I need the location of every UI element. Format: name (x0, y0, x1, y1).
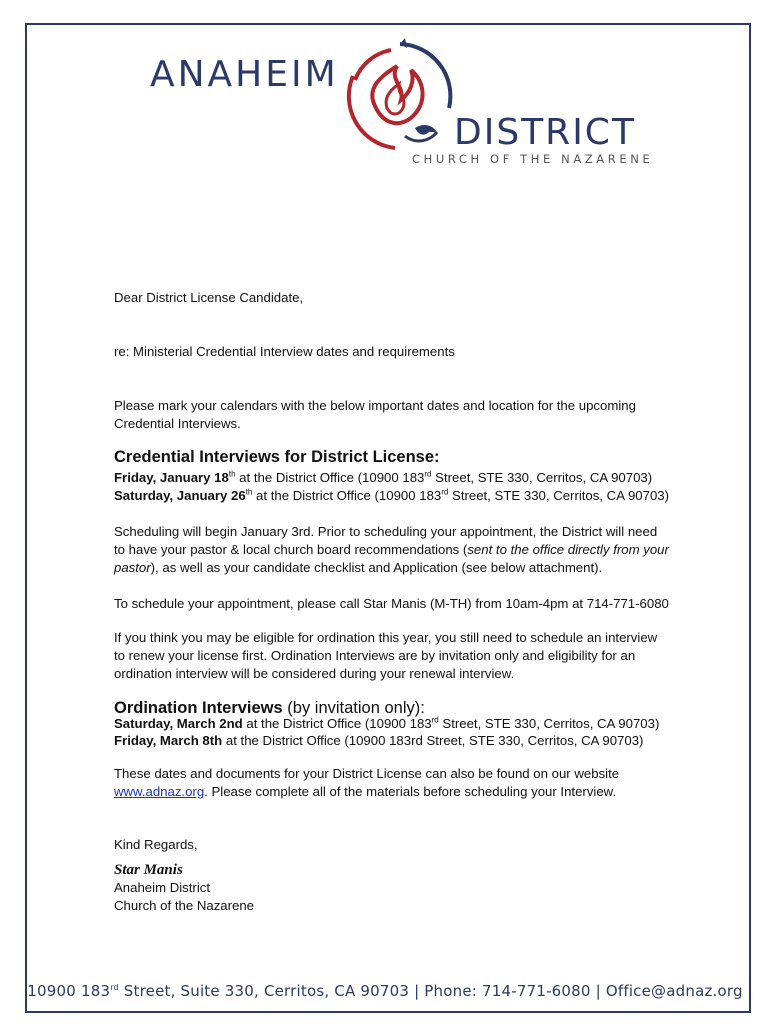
signature: Star Manis (114, 862, 183, 878)
call-paragraph: To schedule your appointment, please call Star Manis (M-TH) from 10am-4pm at 714-771-6080 (114, 596, 669, 611)
ordination-heading: Ordination Interviews (by invitation only): (114, 699, 425, 717)
logo-text-church: CHURCH OF THE NAZARENE (412, 152, 654, 166)
re-line: re: Ministerial Credential Interview dates and requirements (114, 344, 455, 359)
logo-text-district: DISTRICT (454, 112, 636, 153)
flame-dove-emblem-icon (345, 36, 455, 156)
ordination-note-paragraph: If you think you may be eligible for ordination this year, you still need to schedule an interview to renew your license first. Ordination Interviews are by invitation only and eligibility for an ordination interview will be considered during your renewal interview. (114, 630, 658, 681)
salutation: Dear District License Candidate, (114, 290, 304, 305)
website-paragraph: These dates and documents for your District License can also be found on our website www.adnaz.org. Please complete all of the materials before scheduling your Interview. (114, 766, 620, 799)
website-link[interactable]: www.adnaz.org (114, 784, 205, 799)
footer-contact: 10900 183rd Street, Suite 330, Cerritos, CA 90703 | Phone: 714-771-6080 | Office@adnaz.org (27, 982, 743, 1000)
district-interviews-heading: Credential Interviews for District License: (114, 448, 440, 466)
district-date-2: Saturday, January 26th at the District Office (10900 183rd Street, STE 330, Cerritos, CA 90703) (114, 487, 670, 503)
scheduling-paragraph: Scheduling will begin January 3rd. Prior to scheduling your appointment, the District will need to have your pastor & local church board recommendations (sent to the office directly from your pastor), as well as your candidate checklist and Application (see below attachment). (114, 524, 669, 575)
ordination-date-2: Friday, March 8th at the District Office (10900 183rd Street, STE 330, Cerritos, CA 90703) (114, 733, 644, 748)
intro-paragraph: Please mark your calendars with the below important dates and location for the upcoming Credential Interviews. (114, 398, 636, 431)
district-date-1: Friday, January 18th at the District Office (10900 183rd Street, STE 330, Cerritos, CA 90703) (114, 469, 653, 485)
district-logo (0, 0, 770, 180)
signature-line-1: Anaheim District (114, 880, 211, 895)
ordination-date-1: Saturday, March 2nd at the District Office (10900 183rd Street, STE 330, Cerritos, CA 90703) (114, 715, 660, 731)
closing: Kind Regards, (114, 837, 198, 852)
logo-text-anaheim: ANAHEIM (150, 54, 339, 95)
signature-line-2: Church of the Nazarene (114, 898, 255, 913)
